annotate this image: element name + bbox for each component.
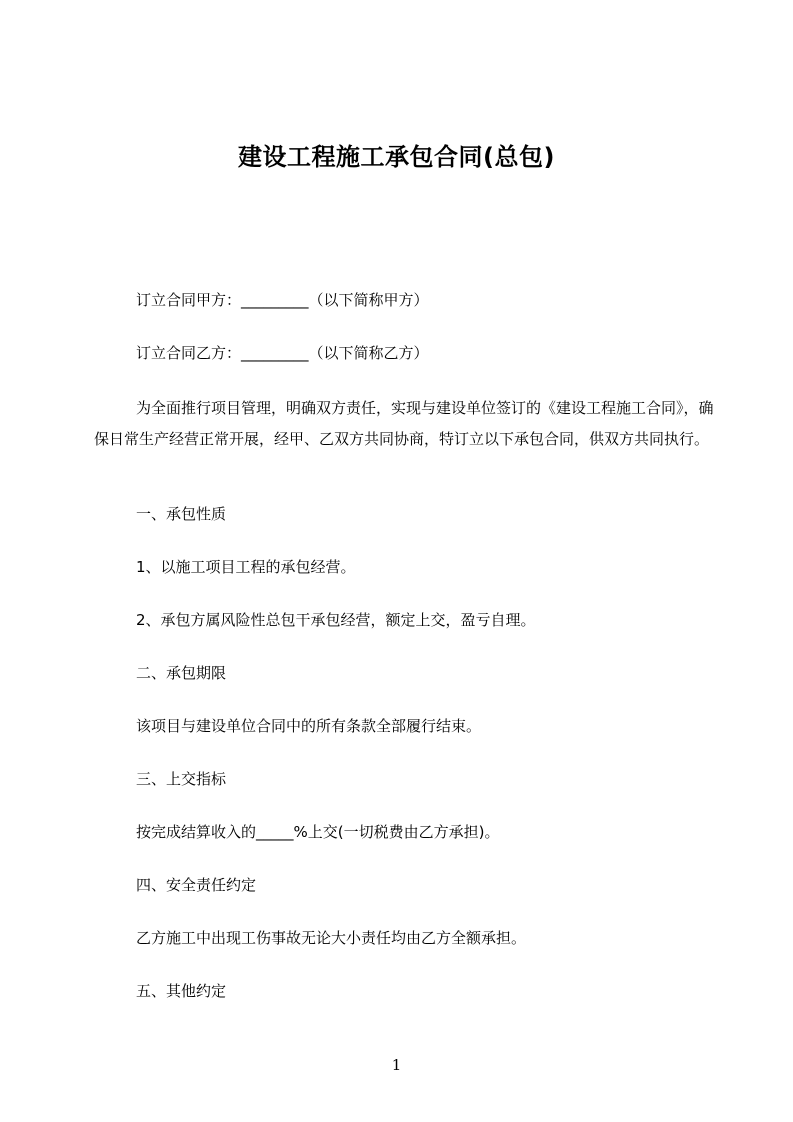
section-2-text: 该项目与建设单位合同中的所有条款全部履行结束。 [136, 717, 482, 735]
section-3-heading: 三、上交指标 [136, 770, 227, 788]
page-number: 1 [391, 1056, 402, 1074]
section-2-heading: 二、承包期限 [136, 664, 227, 682]
section-1-heading: 一、承包性质 [136, 505, 227, 523]
preamble-paragraph [94, 393, 714, 455]
section-1-item-2: 2、承包方属风险性总包干承包经营，额定上交，盈亏自理。 [136, 611, 536, 629]
document-title: 建设工程施工承包合同(总包) [238, 143, 555, 171]
party-b-line: 订立合同乙方：_________（以下简称乙方） [136, 344, 429, 362]
section-1-item-1: 1、以施工项目工程的承包经营。 [136, 558, 356, 576]
section-4-text: 乙方施工中出现工伤事故无论大小责任均由乙方全额承担。 [136, 929, 527, 947]
section-5-heading: 五、其他约定 [136, 982, 227, 1000]
section-4-heading: 四、安全责任约定 [136, 876, 257, 894]
section-3-text: 按完成结算收入的_____%上交(一切税费由乙方承担)。 [136, 823, 500, 841]
party-a-line: 订立合同甲方：_________（以下简称甲方） [136, 291, 429, 309]
preamble-text: 为全面推行项目管理，明确双方责任，实现与建设单位签订的《建设工程施工合同》，确保日常生产经营正常开展，经甲、乙双方共同协商，特订立以下承包合同，供双方共同执行。 [94, 399, 714, 448]
